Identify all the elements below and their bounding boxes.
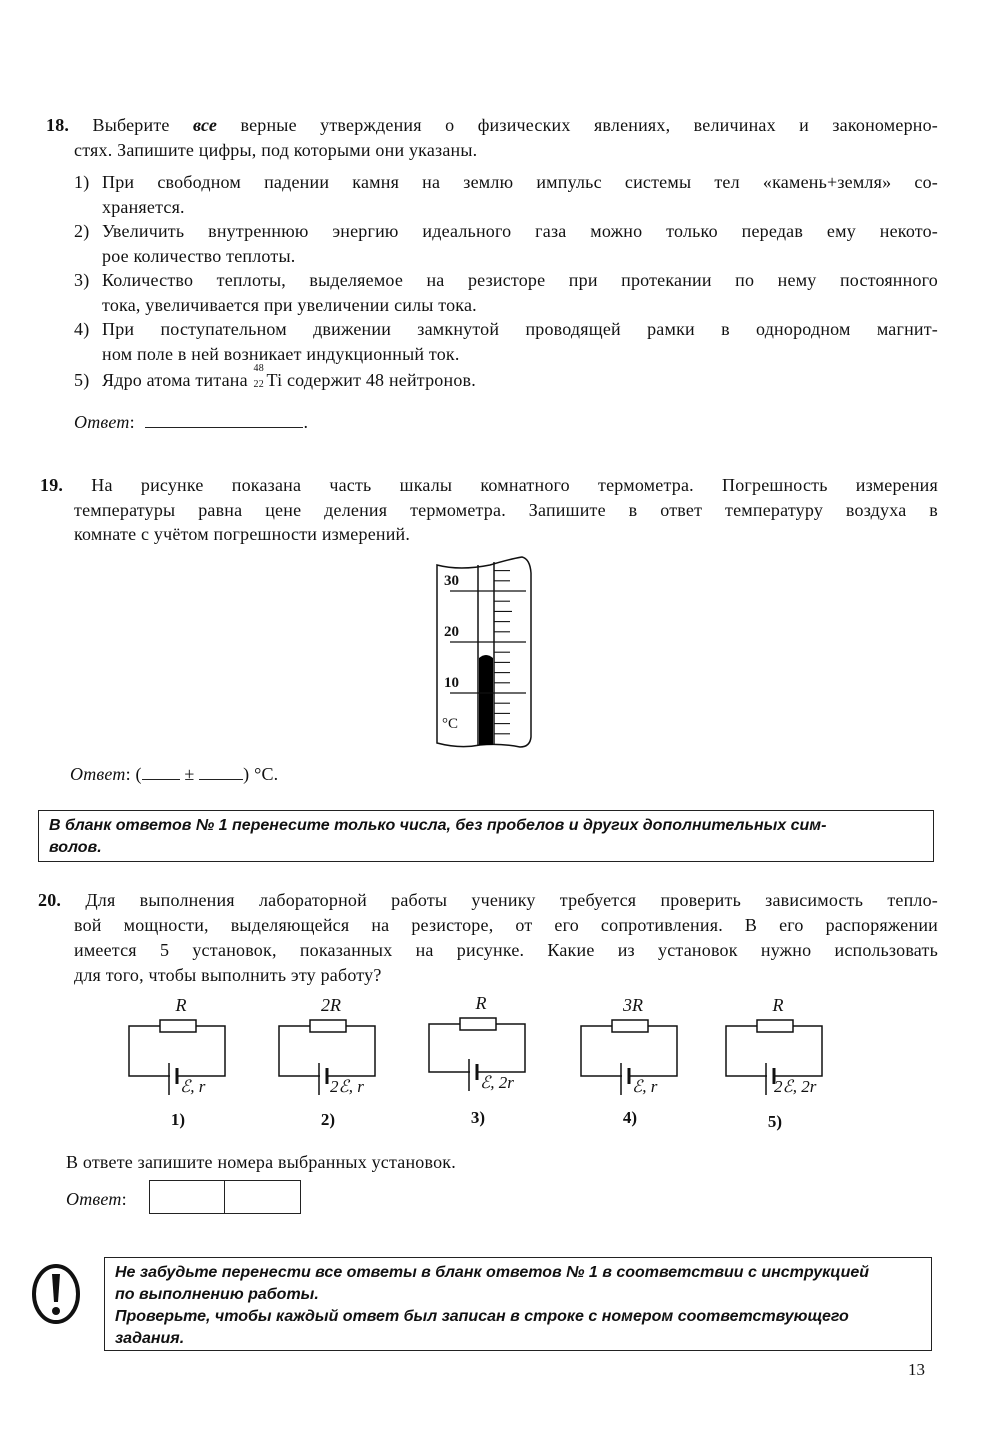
q18-option-4-line1: При поступательном движении замкнутой проводящей рамки в однородном магнит- <box>102 319 938 339</box>
notice2-line1: Не забудьте перенести все ответы в бланк ответов № 1 в соответствии с инструкцией <box>115 1264 870 1281</box>
notice2-line2: по выполнению работы. <box>115 1286 319 1303</box>
q18-answer-row <box>74 410 308 434</box>
circuit-4-source-label: ℰ, r <box>632 1077 658 1096</box>
q18-option-3-number: 3) <box>74 270 90 290</box>
q19-answer-open: : ( <box>125 764 142 784</box>
q19-answer-value-field[interactable] <box>142 763 180 780</box>
notice2-line3: Проверьте, чтобы каждый ответ был записан в строке с номером соответствующего <box>115 1308 849 1325</box>
q18-option-5-pre: Ядро атома титана <box>102 370 253 390</box>
circuit-2-resistor-label: 2R <box>321 995 341 1015</box>
circuit-1 <box>128 995 238 1135</box>
circuit-3-number: 3) <box>470 1108 486 1127</box>
page-number: 13 <box>908 1360 925 1379</box>
thermometer-figure <box>430 553 540 753</box>
q20-text-line4: для того, чтобы выполнить эту работу? <box>74 965 382 985</box>
isotope-mass-number: 48 <box>253 363 264 374</box>
q20-answer-cell-1[interactable] <box>149 1180 226 1214</box>
q19-text-line3: комнате с учётом погрешности измерений. <box>74 524 411 544</box>
q19-text-line2: температуры равна цене деления термометра. Запишите в ответ температуру воздуха в <box>74 500 938 520</box>
q18-option-5-line <box>102 363 476 392</box>
q18-answer-end: . <box>303 412 309 432</box>
answer-form-notice <box>38 810 934 862</box>
q18-option-2-line1: Увеличить внутреннюю энергию идеального газа можно только передав ему некото- <box>102 221 938 241</box>
q20-answer-label-row <box>66 1187 127 1211</box>
q18-option-5-number: 5) <box>74 370 90 390</box>
q20-instruction: В ответе запишите номера выбранных установок. <box>66 1152 456 1172</box>
q18-intro-emphasis: все <box>192 115 218 135</box>
exclamation-circle-icon <box>30 1262 86 1326</box>
q18-answer-field[interactable] <box>145 411 303 428</box>
q18-option-2-line2: рое количество теплоты. <box>102 246 296 266</box>
notice1-line1: В бланк ответов № 1 перенесите только числа, без пробелов и других дополнительных сим- <box>49 817 827 834</box>
q18-intro-pre: Выберите <box>92 115 193 135</box>
circuit-3 <box>428 993 548 1133</box>
notice2-line4: задания. <box>115 1330 185 1347</box>
q20-answer-colon: : <box>121 1189 127 1209</box>
q18-intro-rest: верные утверждения о физических явлениях, величинах и закономерно- <box>217 115 938 135</box>
q20-text-line3: имеется 5 установок, показанных на рисунке. Какие из установок нужно использовать <box>74 940 938 960</box>
q20-line1-text: Для выполнения лабораторной работы ученику требуется проверить зависимость тепло- <box>85 890 938 910</box>
q18-option-4-number: 4) <box>74 319 90 339</box>
isotope-symbol: Ti <box>266 370 283 390</box>
q18-option-4-line2: ном поле в ней возникает индукционный ток. <box>102 344 460 364</box>
circuit-4 <box>580 995 700 1135</box>
circuit-3-resistor-label: R <box>475 993 487 1013</box>
isotope-charge-number: 22 <box>253 379 264 390</box>
q18-intro-line2: стях. Запишите цифры, под которыми они указаны. <box>74 140 478 160</box>
circuit-1-source-label: ℰ, r <box>180 1077 206 1096</box>
circuit-5-resistor-label: R <box>772 995 784 1015</box>
thermometer-label-30: 30 <box>444 573 459 589</box>
q19-answer-plusminus: ± <box>184 764 195 784</box>
q20-answer-label: Ответ <box>66 1189 122 1209</box>
circuit-1-resistor-label: R <box>175 995 187 1015</box>
thermometer-unit: °C <box>442 716 459 732</box>
q18-option-2-number: 2) <box>74 221 90 241</box>
q19-text-line1 <box>40 473 938 497</box>
q18-option-3-line2: тока, увеличивается при увеличении силы тока. <box>102 295 477 315</box>
circuit-5-number: 5) <box>767 1112 783 1131</box>
q18-intro-line1 <box>46 113 938 137</box>
q19-answer-label: Ответ <box>70 764 126 784</box>
thermometer-label-20: 20 <box>444 624 459 640</box>
q20-answer-cell-2[interactable] <box>224 1180 301 1214</box>
q18-answer-label: Ответ <box>74 412 130 432</box>
q18-answer-colon: : <box>129 412 135 432</box>
q19-number: 19. <box>40 475 64 495</box>
q19-answer-close: ) °C. <box>243 764 279 784</box>
q20-text-line1 <box>38 888 938 912</box>
isotope-notation <box>253 363 267 390</box>
circuit-4-resistor-label: 3R <box>623 995 643 1015</box>
thermometer-label-10: 10 <box>444 675 459 691</box>
circuit-4-number: 4) <box>622 1108 638 1127</box>
circuit-2-number: 2) <box>320 1110 336 1129</box>
q18-option-1-number: 1) <box>74 172 90 192</box>
circuit-5-source-label: 2ℰ, 2r <box>774 1077 817 1096</box>
circuit-1-number: 1) <box>170 1110 186 1129</box>
final-reminder-notice <box>104 1257 932 1351</box>
q18-option-5-post: содержит 48 нейтронов. <box>282 370 476 390</box>
circuit-3-source-label: ℰ, 2r <box>480 1073 514 1092</box>
q19-answer-error-field[interactable] <box>199 763 243 780</box>
q18-option-3-line1: Количество теплоты, выделяемое на резисторе при протекании по нему постоянного <box>102 270 938 290</box>
circuit-2-source-label: 2ℰ, r <box>330 1077 364 1096</box>
circuit-2 <box>278 995 398 1135</box>
q20-number: 20. <box>38 890 62 910</box>
q19-answer-row <box>70 762 278 786</box>
q18-option-1-line1: При свободном падении камня на землю импульс системы тел «камень+земля» со- <box>102 172 938 192</box>
notice1-line2: волов. <box>49 839 102 856</box>
q19-line1-text: На рисунке показана часть шкалы комнатного термометра. Погрешность измерения <box>91 475 938 495</box>
q20-text-line2: вой мощности, выделяющейся на резисторе, от его сопротивления. В его распоряжении <box>74 915 938 935</box>
q18-number: 18. <box>46 115 70 135</box>
q18-option-1-line2: храняется. <box>102 197 185 217</box>
circuit-5 <box>725 995 855 1135</box>
